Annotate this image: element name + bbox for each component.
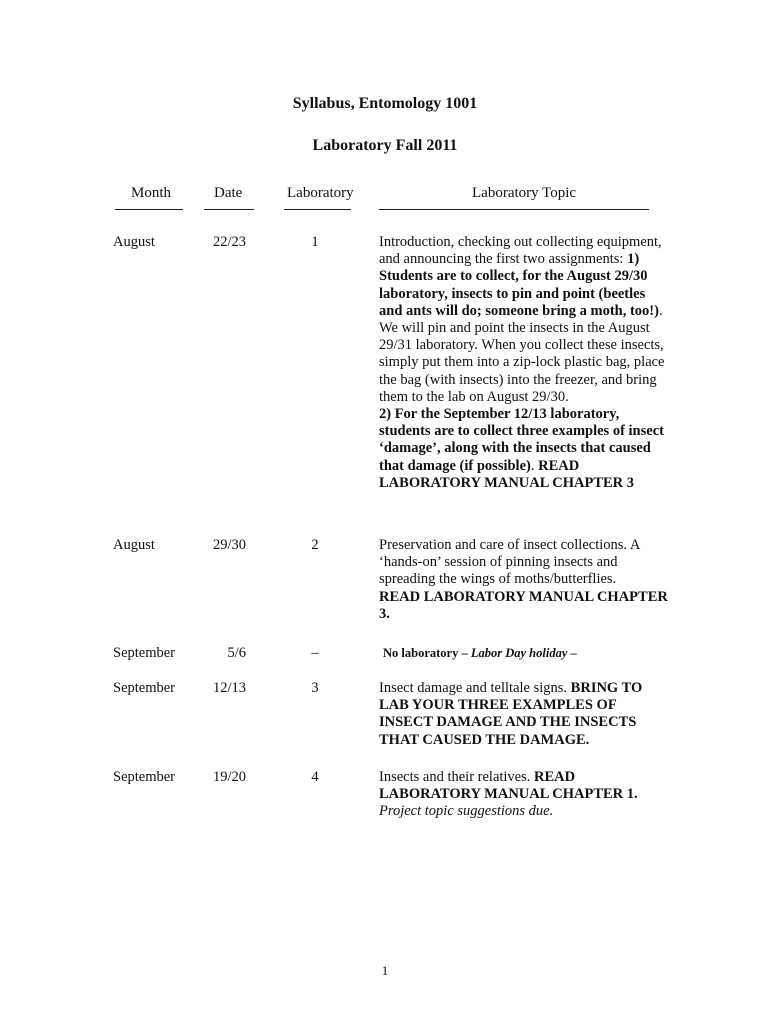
cell-topic — [379, 234, 669, 492]
cell-laboratory: – — [311, 645, 319, 661]
document-subtitle: Laboratory Fall 2011 — [312, 137, 458, 154]
header-underline-date — [204, 209, 254, 210]
topic-text: Introduction, checking out collecting equipment, and announcing the first two assignments: — [379, 234, 662, 268]
cell-month: September — [113, 769, 176, 785]
topic-bold-text: READ LABORATORY MANUAL CHAPTER 1. — [379, 769, 638, 803]
header-underline-month — [115, 209, 183, 210]
cell-month: August — [113, 234, 155, 250]
header-laboratory: Laboratory — [287, 185, 354, 201]
topic-text: Preservation and care of insect collections. A ‘hands-on’ session of pinning insects and spreading the wings of moths/butterflies. — [379, 537, 640, 588]
cell-laboratory: 1 — [311, 234, 319, 250]
topic-bold-text: 1) Students are to collect, for the August 29/30 laboratory, insects to pin and point (beetles and ants will do; someone bring a moth, too!) — [379, 251, 659, 319]
cell-laboratory: 4 — [311, 769, 319, 785]
cell-month: August — [113, 537, 155, 553]
cell-topic — [383, 645, 673, 662]
header-underline-topic — [379, 209, 649, 210]
topic-text: . — [530, 457, 539, 474]
topic-bold-text: BRING TO LAB YOUR THREE EXAMPLES OF INSECT DAMAGE AND THE INSECTS THAT CAUSED THE DAMAGE. — [379, 680, 643, 748]
topic-bold-text: – — [567, 646, 577, 660]
topic-bold-text: No laboratory – — [383, 646, 471, 660]
cell-topic — [379, 769, 669, 821]
topic-text: . We will pin and point the insects in the August 29/31 laboratory. When you collect these insects, simply put them into a zip-lock plastic bag, place the bag (with insects) into the freezer, and bring them to the lab on August 29/30. — [379, 302, 665, 405]
topic-bold-text: READ LABORATORY MANUAL CHAPTER 3. — [379, 588, 668, 622]
cell-topic — [379, 537, 669, 623]
header-date: Date — [214, 185, 243, 201]
cell-date: 19/20 — [212, 769, 246, 785]
cell-date: 12/13 — [212, 680, 246, 696]
document-title: Syllabus, Entomology 1001 — [292, 95, 478, 112]
topic-text: Insect damage and telltale signs. — [379, 680, 571, 696]
topic-text: Insects and their relatives. — [379, 769, 535, 785]
page-number: 1 — [381, 963, 389, 978]
header-month: Month — [131, 185, 172, 201]
cell-date: 5/6 — [227, 645, 246, 661]
cell-date: 29/30 — [212, 537, 246, 553]
cell-month: September — [113, 680, 176, 696]
cell-topic — [379, 680, 669, 749]
cell-laboratory: 2 — [311, 537, 319, 553]
topic-bold-text: READ LABORATORY MANUAL CHAPTER 3 — [379, 457, 635, 491]
header-topic: Laboratory Topic — [472, 185, 577, 201]
topic-bold-text: 2) For the September 12/13 laboratory, students are to collect three examples of insect ‘damage’, along with the insects that caused that damage (if possible) — [379, 406, 664, 474]
header-underline-laboratory — [284, 209, 351, 210]
topic-italic-text: Labor Day holiday — [470, 646, 568, 660]
topic-italic-text: Project topic suggestions due. — [379, 803, 554, 820]
cell-date: 22/23 — [212, 234, 246, 250]
cell-laboratory: 3 — [311, 680, 319, 696]
cell-month: September — [113, 645, 176, 661]
